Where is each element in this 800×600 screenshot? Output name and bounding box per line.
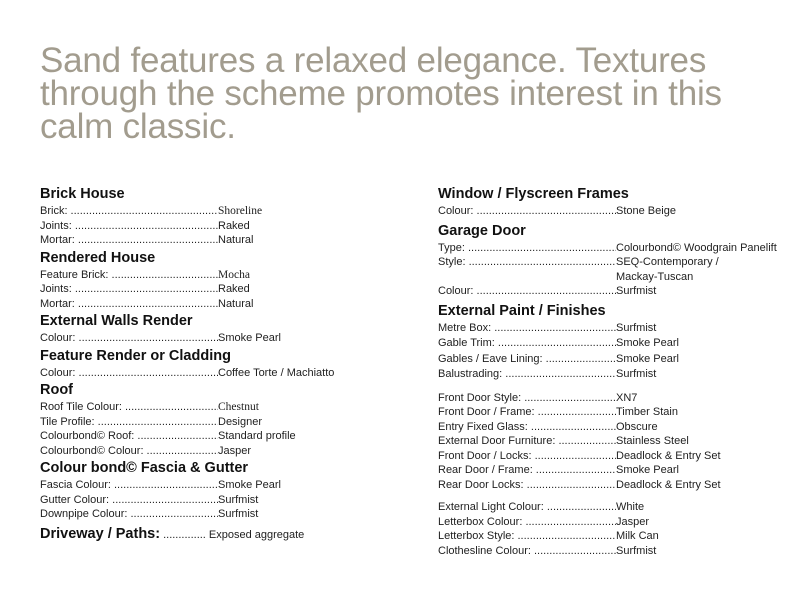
spec-row: Gable Trim: ..... Smoke Pearl [438, 336, 788, 352]
spec-row: Tile Profile: ..... Designer [40, 415, 400, 430]
spec-row: Joints: ..... Raked [40, 219, 400, 234]
section-title-external-walls: External Walls Render [40, 313, 193, 329]
spec-row: Balustrading: ..... Surfmist [438, 367, 788, 383]
spec-row: Front Door / Locks: ..... Deadlock & Entry Set [438, 449, 788, 464]
spec-row: Colour: ..... Smoke Pearl [40, 331, 400, 346]
right-column [438, 184, 788, 558]
spec-row: Brick: ..... Shoreline [40, 204, 400, 219]
spec-row: Rear Door / Frame: ..... Smoke Pearl [438, 463, 788, 478]
spec-row: Mackay-Tuscan [616, 270, 694, 283]
spec-row: Colour: ..... Coffee Torte / Machiatto [40, 366, 400, 381]
spec-row: Colourbond© Colour: ..... Jasper [40, 444, 400, 459]
driveway-dots: .............. [163, 528, 206, 541]
spec-row: Front Door Style: ..... XN7 [438, 391, 788, 406]
spec-row: Style: ..... SEQ-Contemporary / [438, 255, 788, 270]
section-title-external-paint: External Paint / Finishes [438, 302, 606, 319]
spec-row: Gables / Eave Lining: ..... Smoke Pearl [438, 352, 788, 368]
spec-row: Metre Box: ..... Surfmist [438, 321, 788, 337]
spec-row: Colourbond© Roof: ..... Standard profile [40, 429, 400, 444]
spec-row: Mortar: ..... Natural [40, 297, 400, 312]
section-title-window-frames: Window / Flyscreen Frames [438, 186, 629, 202]
spec-row: Gutter Colour: ..... Surfmist [40, 493, 400, 508]
spec-row: External Door Furniture: ..... Stainless Steel [438, 434, 788, 449]
spec-row: Front Door / Frame: ..... Timber Stain [438, 405, 788, 420]
spec-row: Type: ..... Colourbond© Woodgrain Panelift [438, 241, 788, 256]
driveway-row [40, 526, 400, 543]
spec-row: Colour: ..... Stone Beige [438, 204, 788, 219]
section-title-garage-door: Garage Door [438, 222, 526, 239]
spec-row: Entry Fixed Glass: ..... Obscure [438, 420, 788, 435]
left-column [40, 184, 400, 543]
spec-row: Letterbox Colour: ..... Jasper [438, 515, 788, 530]
section-title-feature-render: Feature Render or Cladding [40, 347, 231, 364]
section-title-rendered-house: Rendered House [40, 249, 156, 266]
spec-row: Clothesline Colour: ..... Surfmist [438, 544, 788, 559]
spec-row: Fascia Colour: ..... Smoke Pearl [40, 478, 400, 493]
spec-row: Rear Door Locks: ..... Deadlock & Entry Set [438, 478, 788, 493]
section-title-fascia-gutter: Colour bond© Fascia & Gutter [40, 460, 249, 476]
headline: Sand features a relaxed elegance. Textures through the scheme promotes interest in this calm classic. [40, 41, 722, 146]
spec-row: Joints: ..... Raked [40, 282, 400, 297]
spec-row: Roof Tile Colour: ..... Chestnut [40, 400, 400, 415]
spec-row: Mortar: ..... Natural [40, 233, 400, 248]
section-title-roof: Roof [40, 382, 74, 398]
spec-row: Feature Brick: ..... Mocha [40, 268, 400, 283]
section-title-driveway: Driveway / Paths: [40, 525, 161, 542]
spec-row: Colour: ..... Surfmist [438, 284, 788, 299]
driveway-value: Exposed aggregate [208, 528, 305, 541]
spec-row: External Light Colour: ..... White [438, 500, 788, 515]
spec-row: Downpipe Colour: ..... Surfmist [40, 507, 400, 522]
spec-row: Letterbox Style: ..... Milk Can [438, 529, 788, 544]
section-title-brick-house: Brick House [40, 186, 125, 202]
